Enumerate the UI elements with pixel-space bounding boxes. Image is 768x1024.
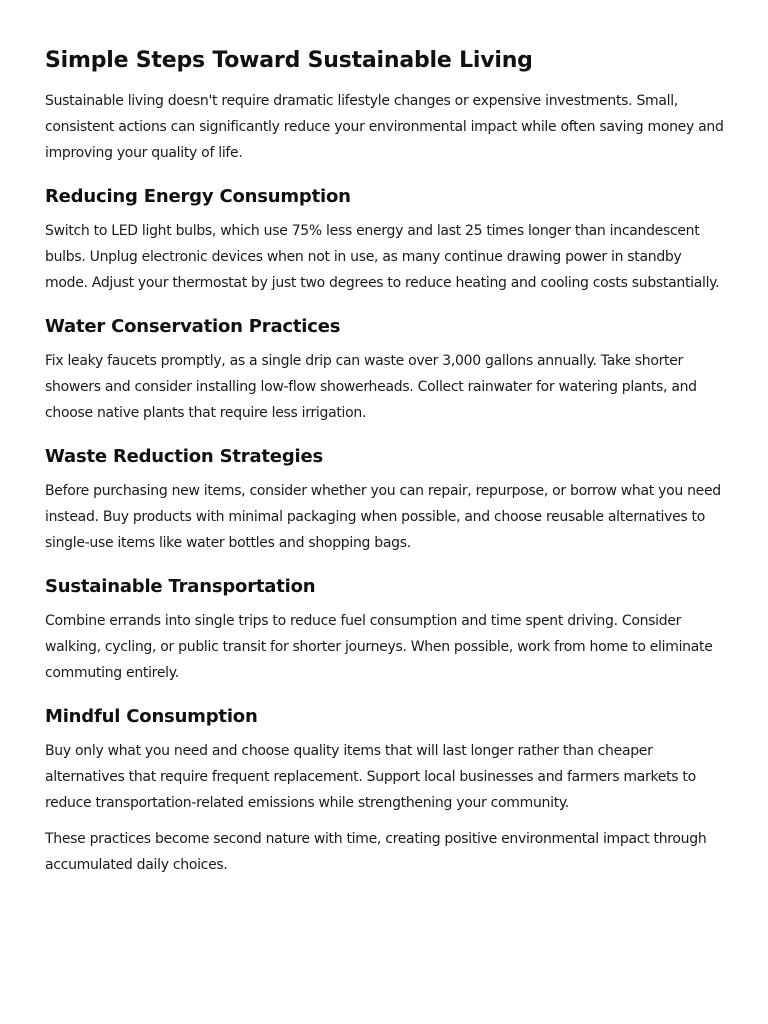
page-title: Simple Steps Toward Sustainable Living [45,48,533,73]
section-consumption [45,704,728,816]
section-body-water: Fix leaky faucets promptly, as a single drip can waste over 3,000 gallons annually. Take shorter showers and consider installing low-flow showerheads. Collect rainwater for watering plants, and choose native plants that require less irrigation. [45,353,697,421]
section-water [45,314,728,426]
section-heading-consumption: Mindful Consumption [45,706,258,727]
section-body-transportation: Combine errands into single trips to reduce fuel consumption and time spent driving. Consider walking, cycling, or public transit for shorter journeys. When possible, work from home to eliminate commuting entirely. [45,613,713,681]
section-body-waste: Before purchasing new items, consider whether you can repair, repurpose, or borrow what you need instead. Buy products with minimal packaging when possible, and choose reusable alternatives to single-use items like water bottles and shopping bags. [45,483,721,551]
section-heading-transportation: Sustainable Transportation [45,576,316,597]
section-heading-energy: Reducing Energy Consumption [45,186,351,207]
section-waste [45,444,728,556]
closing-paragraph: These practices become second nature with time, creating positive environmental impact through accumulated daily choices. [45,831,707,873]
section-energy [45,184,728,296]
intro-paragraph: Sustainable living doesn't require dramatic lifestyle changes or expensive investments. Small, consistent actions can significantly reduce your environmental impact while often saving money and improving your quality of life. [45,93,724,161]
section-heading-waste: Waste Reduction Strategies [45,446,323,467]
section-heading-water: Water Conservation Practices [45,316,341,337]
section-body-consumption: Buy only what you need and choose quality items that will last longer rather than cheaper alternatives that require frequent replacement. Support local businesses and farmers markets to reduce transportation-related emissions while strengthening your community. [45,743,696,811]
section-transportation [45,574,728,686]
section-body-energy: Switch to LED light bulbs, which use 75% less energy and last 25 times longer than incandescent bulbs. Unplug electronic devices when not in use, as many continue drawing power in standby mode. Adjust your thermostat by just two degrees to reduce heating and cooling costs substantially. [45,223,720,291]
